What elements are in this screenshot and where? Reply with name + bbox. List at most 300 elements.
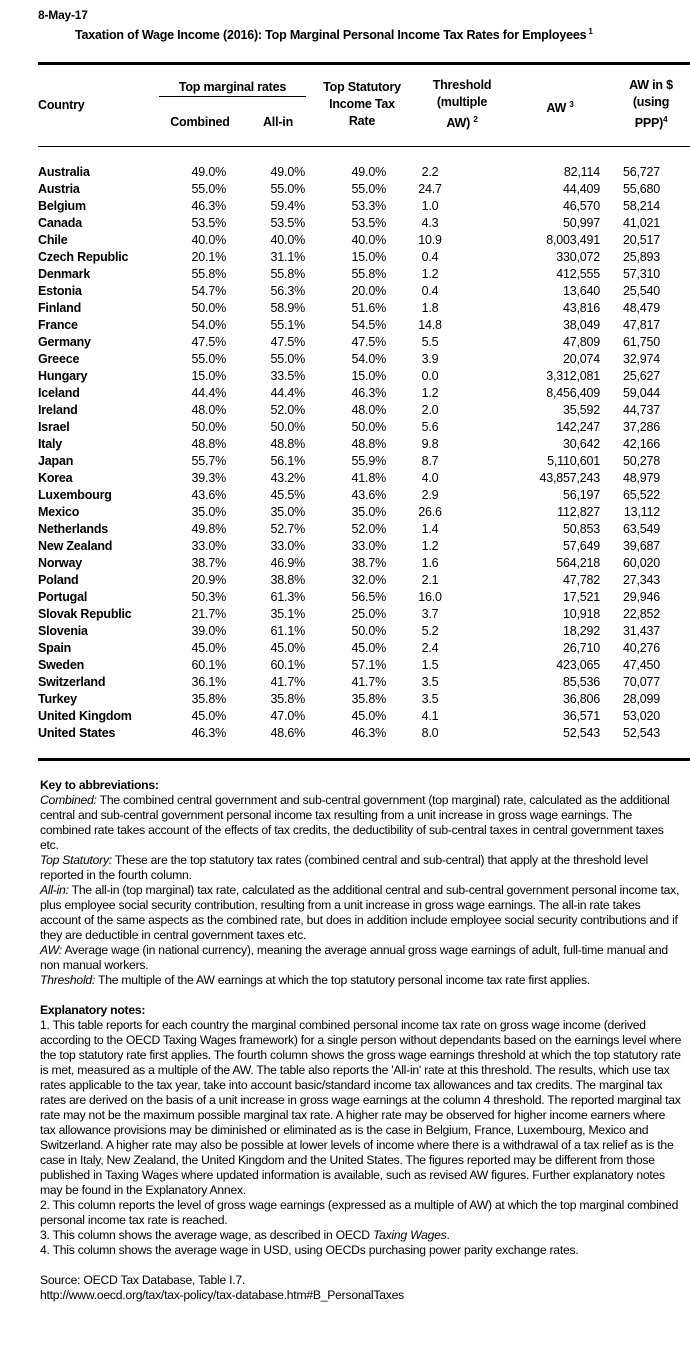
header-country: Country xyxy=(38,98,85,112)
header-aw-ppp-line1: AW in $ xyxy=(629,78,673,92)
cell-all-in: 52.7% xyxy=(270,522,305,536)
cell-aw-ppp: 57,310 xyxy=(622,267,660,281)
cell-combined: 50.3% xyxy=(191,590,226,604)
cell-statutory: 57.1% xyxy=(351,658,386,672)
cell-all-in: 59.4% xyxy=(270,199,305,213)
table-row xyxy=(38,674,660,691)
table-row xyxy=(38,504,660,521)
cell-combined: 55.0% xyxy=(191,182,226,196)
cell-combined: 53.5% xyxy=(191,216,226,230)
cell-aw: 56,197 xyxy=(562,488,600,502)
cell-aw: 3,312,081 xyxy=(546,369,600,383)
key-definition: Average wage (in national currency), meaning the average annual gross wage earnings of adult, full-time manual and non manual workers. xyxy=(40,943,668,972)
note-3-suffix: . xyxy=(446,1228,450,1242)
cell-country: Luxembourg xyxy=(38,488,112,502)
key-term: Top Statutory: xyxy=(40,853,112,867)
cell-country: Ireland xyxy=(38,403,78,417)
cell-country: Spain xyxy=(38,641,72,655)
page-title xyxy=(75,27,593,42)
cell-aw-ppp: 50,278 xyxy=(622,454,660,468)
cell-threshold: 2.0 xyxy=(421,403,439,417)
cell-aw: 142,247 xyxy=(556,420,600,434)
cell-aw-ppp: 48,479 xyxy=(622,301,660,315)
cell-combined: 20.1% xyxy=(191,250,226,264)
note-1: 1. This table reports for each country the marginal combined personal income tax rate on gross wage income (derived according to the OECD Taxing Wages framework) for a single person without dependants based on the earnings level where the top statutory rate first applies. The fourth column shows the gross wage earnings threshold at which the top statutory rate is met, measured as a multiple of the AW. The table also reports the 'All-in' rate at this threshold. The results, which use tax rates applicable to the tax year, take into account basic/standard income tax allowances and tax credits. The marginal tax rates are derived on the basis of a unit increase in gross wage earnings at the column 4 threshold. The reported marginal tax rate may not be the maximum possible marginal tax rate. A higher rate may be observed for higher income earners where tax allowance provisions may be diminished or eliminated as is the case in Belgium, France, Luxembourg, Mexico and Switzerland. A higher rate may also be possible at lower levels of income where there is a withdrawal of a tax relief as is the case in Italy, New Zealand, the United Kingdom and the United States. The figures reported may be different from those published in Taxing Wages where updated information is available, such as revised AW figures. Further explanatory notes may be found in the Explanatory Annex. xyxy=(40,1018,682,1197)
key-definition: The multiple of the AW earnings at which the top statutory personal income tax rate first applies. xyxy=(95,973,590,987)
group-underline xyxy=(159,96,306,97)
cell-threshold: 14.8 xyxy=(418,318,442,332)
cell-country: Greece xyxy=(38,352,80,366)
cell-combined: 39.3% xyxy=(191,471,226,485)
cell-aw-ppp: 31,437 xyxy=(622,624,660,638)
cell-aw-ppp: 29,946 xyxy=(622,590,660,604)
table-row xyxy=(38,521,660,538)
cell-all-in: 48.8% xyxy=(270,437,305,451)
cell-all-in: 60.1% xyxy=(270,658,305,672)
cell-aw: 36,571 xyxy=(562,709,600,723)
cell-country: France xyxy=(38,318,78,332)
table-row xyxy=(38,572,660,589)
cell-statutory: 54.0% xyxy=(351,352,386,366)
cell-threshold: 0.4 xyxy=(421,284,439,298)
cell-combined: 35.8% xyxy=(191,692,226,706)
cell-threshold: 3.7 xyxy=(421,607,439,621)
cell-aw-ppp: 58,214 xyxy=(622,199,660,213)
cell-all-in: 35.8% xyxy=(270,692,305,706)
table-row xyxy=(38,453,660,470)
cell-aw-ppp: 63,549 xyxy=(622,522,660,536)
key-heading: Key to abbreviations: xyxy=(40,778,159,792)
cell-aw: 412,555 xyxy=(556,267,600,281)
key-term: Threshold: xyxy=(40,973,96,987)
cell-threshold: 24.7 xyxy=(418,182,442,196)
table-row xyxy=(38,725,660,742)
cell-combined: 35.0% xyxy=(191,505,226,519)
cell-threshold: 4.3 xyxy=(421,216,439,230)
cell-aw-ppp: 22,852 xyxy=(622,607,660,621)
cell-all-in: 44.4% xyxy=(270,386,305,400)
table-row xyxy=(38,555,660,572)
header-top-statutory xyxy=(314,79,410,130)
cell-all-in: 58.9% xyxy=(270,301,305,315)
key-definition: These are the top statutory tax rates (combined central and sub-central) that apply at the threshold level reported in the fourth column. xyxy=(40,853,648,882)
cell-statutory: 33.0% xyxy=(351,539,386,553)
cell-threshold: 5.6 xyxy=(421,420,439,434)
header-rule xyxy=(38,146,690,147)
header-threshold-line2: (multiple xyxy=(436,95,488,109)
cell-statutory: 15.0% xyxy=(351,250,386,264)
cell-statutory: 50.0% xyxy=(351,624,386,638)
cell-threshold: 2.9 xyxy=(421,488,439,502)
key-term: AW: xyxy=(40,943,63,957)
cell-statutory: 35.8% xyxy=(351,692,386,706)
cell-statutory: 45.0% xyxy=(351,709,386,723)
cell-country: Germany xyxy=(38,335,91,349)
cell-threshold: 2.4 xyxy=(421,641,439,655)
table-row xyxy=(38,385,660,402)
key-item xyxy=(40,883,682,943)
cell-aw-ppp: 27,343 xyxy=(622,573,660,587)
header-aw-ppp-line2: (using xyxy=(632,95,670,109)
cell-combined: 20.9% xyxy=(191,573,226,587)
cell-all-in: 61.1% xyxy=(270,624,305,638)
table-row xyxy=(38,317,660,334)
header-top-statutory-line3: Rate xyxy=(348,114,376,128)
cell-combined: 49.0% xyxy=(191,165,226,179)
cell-country: Austria xyxy=(38,182,80,196)
header-all-in: All-in xyxy=(262,115,294,129)
aw-ppp-footnote-ref: 4 xyxy=(663,115,668,124)
cell-statutory: 45.0% xyxy=(351,641,386,655)
cell-aw: 47,782 xyxy=(562,573,600,587)
cell-statutory: 40.0% xyxy=(351,233,386,247)
cell-aw: 17,521 xyxy=(562,590,600,604)
cell-aw-ppp: 13,112 xyxy=(623,505,660,519)
cell-statutory: 56.5% xyxy=(351,590,386,604)
cell-combined: 40.0% xyxy=(191,233,226,247)
cell-country: Sweden xyxy=(38,658,85,672)
cell-all-in: 35.0% xyxy=(270,505,305,519)
note-4: 4. This column shows the average wage in USD, using OECDs purchasing power parity exchange rates. xyxy=(40,1243,579,1257)
cell-statutory: 53.3% xyxy=(351,199,386,213)
header-threshold-line3: AW) xyxy=(446,116,471,130)
cell-aw: 8,003,491 xyxy=(546,233,600,247)
cell-all-in: 52.0% xyxy=(270,403,305,417)
cell-aw-ppp: 44,737 xyxy=(622,403,660,417)
cell-aw: 112,827 xyxy=(557,505,600,519)
cell-all-in: 40.0% xyxy=(270,233,305,247)
title-text: Taxation of Wage Income (2016): Top Marginal Personal Income Tax Rates for Employees xyxy=(75,28,587,42)
cell-statutory: 25.0% xyxy=(351,607,386,621)
header-threshold-line1: Threshold xyxy=(432,78,492,92)
cell-combined: 45.0% xyxy=(191,641,226,655)
cell-threshold: 4.1 xyxy=(421,709,439,723)
cell-threshold: 1.2 xyxy=(421,386,439,400)
cell-statutory: 49.0% xyxy=(351,165,386,179)
cell-threshold: 2.2 xyxy=(421,165,439,179)
top-rule xyxy=(38,62,690,65)
cell-aw: 423,065 xyxy=(556,658,600,672)
source-line: Source: OECD Tax Database, Table I.7. xyxy=(40,1273,246,1287)
cell-country: Chile xyxy=(38,233,68,247)
cell-aw-ppp: 40,276 xyxy=(622,641,660,655)
cell-country: Slovenia xyxy=(38,624,88,638)
cell-statutory: 48.0% xyxy=(351,403,386,417)
cell-all-in: 47.0% xyxy=(270,709,305,723)
cell-aw: 36,806 xyxy=(562,692,600,706)
cell-statutory: 51.6% xyxy=(351,301,386,315)
cell-country: Estonia xyxy=(38,284,82,298)
cell-aw-ppp: 65,522 xyxy=(622,488,660,502)
cell-all-in: 48.6% xyxy=(270,726,305,740)
cell-combined: 49.8% xyxy=(191,522,226,536)
cell-country: Slovak Republic xyxy=(38,607,132,621)
cell-combined: 36.1% xyxy=(191,675,226,689)
source-url[interactable]: http://www.oecd.org/tax/tax-policy/tax-database.htm#B_PersonalTaxes xyxy=(40,1288,404,1302)
cell-aw-ppp: 53,020 xyxy=(622,709,660,723)
table-row xyxy=(38,164,660,181)
cell-country: Belgium xyxy=(38,199,86,213)
table-row xyxy=(38,368,660,385)
cell-aw: 44,409 xyxy=(562,182,600,196)
cell-combined: 46.3% xyxy=(191,726,226,740)
cell-country: Netherlands xyxy=(38,522,109,536)
table-row xyxy=(38,351,660,368)
cell-combined: 15.0% xyxy=(191,369,226,383)
cell-statutory: 38.7% xyxy=(351,556,386,570)
cell-aw: 43,816 xyxy=(562,301,600,315)
cell-aw: 50,997 xyxy=(562,216,600,230)
cell-statutory: 47.5% xyxy=(351,335,386,349)
cell-combined: 48.0% xyxy=(191,403,226,417)
cell-all-in: 33.5% xyxy=(270,369,305,383)
cell-aw-ppp: 55,680 xyxy=(622,182,660,196)
table-row xyxy=(38,691,660,708)
note-3-text: 3. This column shows the average wage, as described in OECD xyxy=(40,1228,373,1242)
date-label: 8-May-17 xyxy=(38,8,88,22)
cell-all-in: 56.3% xyxy=(270,284,305,298)
note-2: 2. This column reports the level of gross wage earnings (expressed as a multiple of AW) at which the top marginal combined personal income tax rate is reached. xyxy=(40,1198,679,1227)
cell-threshold: 5.5 xyxy=(421,335,439,349)
cell-country: Poland xyxy=(38,573,79,587)
cell-aw: 35,592 xyxy=(562,403,600,417)
cell-aw: 38,049 xyxy=(562,318,600,332)
cell-country: Czech Republic xyxy=(38,250,129,264)
cell-aw: 43,857,243 xyxy=(539,471,600,485)
cell-aw: 13,640 xyxy=(562,284,600,298)
cell-combined: 50.0% xyxy=(191,301,226,315)
cell-country: Norway xyxy=(38,556,82,570)
table-row xyxy=(38,606,660,623)
cell-all-in: 45.5% xyxy=(270,488,305,502)
cell-threshold: 8.0 xyxy=(421,726,439,740)
cell-aw: 85,536 xyxy=(562,675,600,689)
cell-aw: 47,809 xyxy=(562,335,600,349)
cell-statutory: 46.3% xyxy=(351,726,386,740)
cell-aw: 46,570 xyxy=(562,199,600,213)
cell-threshold: 4.0 xyxy=(421,471,439,485)
cell-all-in: 47.5% xyxy=(270,335,305,349)
cell-all-in: 41.7% xyxy=(270,675,305,689)
cell-statutory: 46.3% xyxy=(351,386,386,400)
cell-statutory: 55.0% xyxy=(351,182,386,196)
cell-aw: 10,918 xyxy=(562,607,600,621)
bottom-rule xyxy=(38,758,690,761)
header-top-statutory-line1: Top Statutory xyxy=(323,80,401,94)
header-top-statutory-line2: Income Tax xyxy=(329,97,395,111)
cell-aw-ppp: 39,687 xyxy=(622,539,660,553)
cell-threshold: 2.1 xyxy=(421,573,439,587)
cell-country: Korea xyxy=(38,471,73,485)
cell-statutory: 32.0% xyxy=(351,573,386,587)
cell-aw: 52,543 xyxy=(562,726,600,740)
cell-aw-ppp: 25,540 xyxy=(622,284,660,298)
header-aw-label: AW xyxy=(546,101,567,115)
cell-aw-ppp: 20,517 xyxy=(622,233,660,247)
cell-statutory: 53.5% xyxy=(351,216,386,230)
cell-threshold: 1.2 xyxy=(421,267,439,281)
cell-country: United States xyxy=(38,726,116,740)
key-item xyxy=(40,943,682,973)
cell-threshold: 3.5 xyxy=(421,675,439,689)
cell-all-in: 45.0% xyxy=(270,641,305,655)
cell-country: Mexico xyxy=(38,505,80,519)
header-aw-ppp xyxy=(612,77,690,132)
table-row xyxy=(38,249,660,266)
cell-country: Australia xyxy=(38,165,90,179)
cell-combined: 43.6% xyxy=(191,488,226,502)
key-term: All-in: xyxy=(40,883,69,897)
cell-statutory: 55.8% xyxy=(351,267,386,281)
cell-all-in: 61.3% xyxy=(270,590,305,604)
cell-statutory: 41.8% xyxy=(351,471,386,485)
table-row xyxy=(38,470,660,487)
cell-aw-ppp: 41,021 xyxy=(622,216,660,230)
table-row xyxy=(38,334,660,351)
cell-threshold: 9.8 xyxy=(421,437,439,451)
cell-threshold: 26.6 xyxy=(418,505,442,519)
cell-all-in: 46.9% xyxy=(270,556,305,570)
threshold-footnote-ref: 2 xyxy=(473,115,478,124)
cell-statutory: 15.0% xyxy=(351,369,386,383)
cell-threshold: 0.4 xyxy=(421,250,439,264)
cell-threshold: 1.4 xyxy=(421,522,439,536)
cell-threshold: 1.8 xyxy=(421,301,439,315)
table-row xyxy=(38,198,660,215)
header-aw-ppp-line3: PPP) xyxy=(634,116,664,130)
cell-all-in: 55.1% xyxy=(270,318,305,332)
cell-aw: 18,292 xyxy=(562,624,600,638)
cell-combined: 47.5% xyxy=(191,335,226,349)
cell-aw: 30,642 xyxy=(562,437,600,451)
cell-combined: 39.0% xyxy=(191,624,226,638)
cell-all-in: 31.1% xyxy=(270,250,305,264)
key-list xyxy=(40,793,682,988)
cell-aw-ppp: 52,543 xyxy=(622,726,660,740)
cell-threshold: 1.0 xyxy=(421,199,439,213)
key-item xyxy=(40,793,682,853)
title-footnote-ref: 1 xyxy=(588,27,593,36)
cell-all-in: 56.1% xyxy=(270,454,305,468)
cell-combined: 50.0% xyxy=(191,420,226,434)
note-3 xyxy=(40,1228,682,1243)
table-row xyxy=(38,283,660,300)
cell-threshold: 0.0 xyxy=(421,369,439,383)
key-item xyxy=(40,973,682,988)
cell-aw: 330,072 xyxy=(556,250,600,264)
table-row xyxy=(38,215,660,232)
cell-aw-ppp: 25,627 xyxy=(622,369,660,383)
cell-combined: 45.0% xyxy=(191,709,226,723)
cell-statutory: 35.0% xyxy=(351,505,386,519)
cell-all-in: 35.1% xyxy=(270,607,305,621)
table-row xyxy=(38,419,660,436)
cell-aw-ppp: 59,044 xyxy=(622,386,660,400)
cell-combined: 48.8% xyxy=(191,437,226,451)
cell-combined: 46.3% xyxy=(191,199,226,213)
cell-combined: 55.8% xyxy=(191,267,226,281)
cell-aw-ppp: 37,286 xyxy=(622,420,660,434)
header-aw xyxy=(530,96,590,117)
cell-all-in: 33.0% xyxy=(270,539,305,553)
cell-statutory: 55.9% xyxy=(351,454,386,468)
table-row xyxy=(38,436,660,453)
cell-aw: 5,110,601 xyxy=(547,454,600,468)
cell-threshold: 1.5 xyxy=(421,658,439,672)
cell-statutory: 41.7% xyxy=(351,675,386,689)
cell-all-in: 49.0% xyxy=(270,165,305,179)
header-group-top-marginal: Top marginal rates xyxy=(178,80,287,94)
cell-all-in: 55.8% xyxy=(270,267,305,281)
key-item xyxy=(40,853,682,883)
cell-aw-ppp: 32,974 xyxy=(622,352,660,366)
cell-country: Portugal xyxy=(38,590,88,604)
cell-aw-ppp: 60,020 xyxy=(622,556,660,570)
table-row xyxy=(38,181,660,198)
table-row xyxy=(38,640,660,657)
cell-all-in: 55.0% xyxy=(270,352,305,366)
cell-aw-ppp: 70,077 xyxy=(622,675,660,689)
cell-combined: 54.7% xyxy=(191,284,226,298)
cell-aw: 20,074 xyxy=(562,352,600,366)
cell-statutory: 52.0% xyxy=(351,522,386,536)
cell-threshold: 3.5 xyxy=(421,692,439,706)
cell-combined: 55.7% xyxy=(191,454,226,468)
cell-country: Iceland xyxy=(38,386,80,400)
key-definition: The all-in (top marginal) tax rate, calculated as the additional central and sub-central government personal income tax, plus employee social security contribution, resulting from a unit increase in gross wage earnings. The all-in rate takes account of the same aspects as the combined rate, but does in addition include employee social security contributions and if they are deductible in central government taxes etc. xyxy=(40,883,680,942)
cell-statutory: 43.6% xyxy=(351,488,386,502)
table-row xyxy=(38,300,660,317)
cell-all-in: 55.0% xyxy=(270,182,305,196)
table-row xyxy=(38,657,660,674)
cell-statutory: 48.8% xyxy=(351,437,386,451)
notes-section xyxy=(40,778,682,1303)
cell-aw-ppp: 61,750 xyxy=(622,335,660,349)
cell-combined: 44.4% xyxy=(191,386,226,400)
cell-country: Finland xyxy=(38,301,82,315)
cell-all-in: 38.8% xyxy=(270,573,305,587)
cell-statutory: 20.0% xyxy=(351,284,386,298)
cell-country: Italy xyxy=(38,437,63,451)
cell-aw-ppp: 56,727 xyxy=(622,165,660,179)
cell-threshold: 5.2 xyxy=(421,624,439,638)
cell-combined: 38.7% xyxy=(191,556,226,570)
table-row xyxy=(38,402,660,419)
explanatory-heading: Explanatory notes: xyxy=(40,1003,146,1017)
table-row xyxy=(38,487,660,504)
cell-aw: 50,853 xyxy=(562,522,600,536)
cell-all-in: 50.0% xyxy=(270,420,305,434)
cell-threshold: 8.7 xyxy=(421,454,439,468)
cell-combined: 21.7% xyxy=(191,607,226,621)
table-row xyxy=(38,232,660,249)
table-row xyxy=(38,266,660,283)
note-3-italic: Taxing Wages xyxy=(372,1228,447,1242)
aw-footnote-ref: 3 xyxy=(569,100,574,109)
cell-country: Denmark xyxy=(38,267,91,281)
cell-aw: 57,649 xyxy=(562,539,600,553)
cell-statutory: 54.5% xyxy=(351,318,386,332)
cell-threshold: 10.9 xyxy=(418,233,442,247)
cell-aw: 82,114 xyxy=(563,165,600,179)
cell-combined: 54.0% xyxy=(191,318,226,332)
table-row xyxy=(38,623,660,640)
key-definition: The combined central government and sub-central government (top marginal) rate, calculated as the additional central and sub-central government personal income tax resulting from a unit increase in gross wage earnings. The combined rate takes account of the effects of tax credits, the deductibility of sub-central taxes in central government taxes etc. xyxy=(40,793,670,852)
cell-aw-ppp: 25,893 xyxy=(622,250,660,264)
cell-aw: 8,456,409 xyxy=(546,386,600,400)
cell-country: Japan xyxy=(38,454,74,468)
cell-country: Canada xyxy=(38,216,82,230)
